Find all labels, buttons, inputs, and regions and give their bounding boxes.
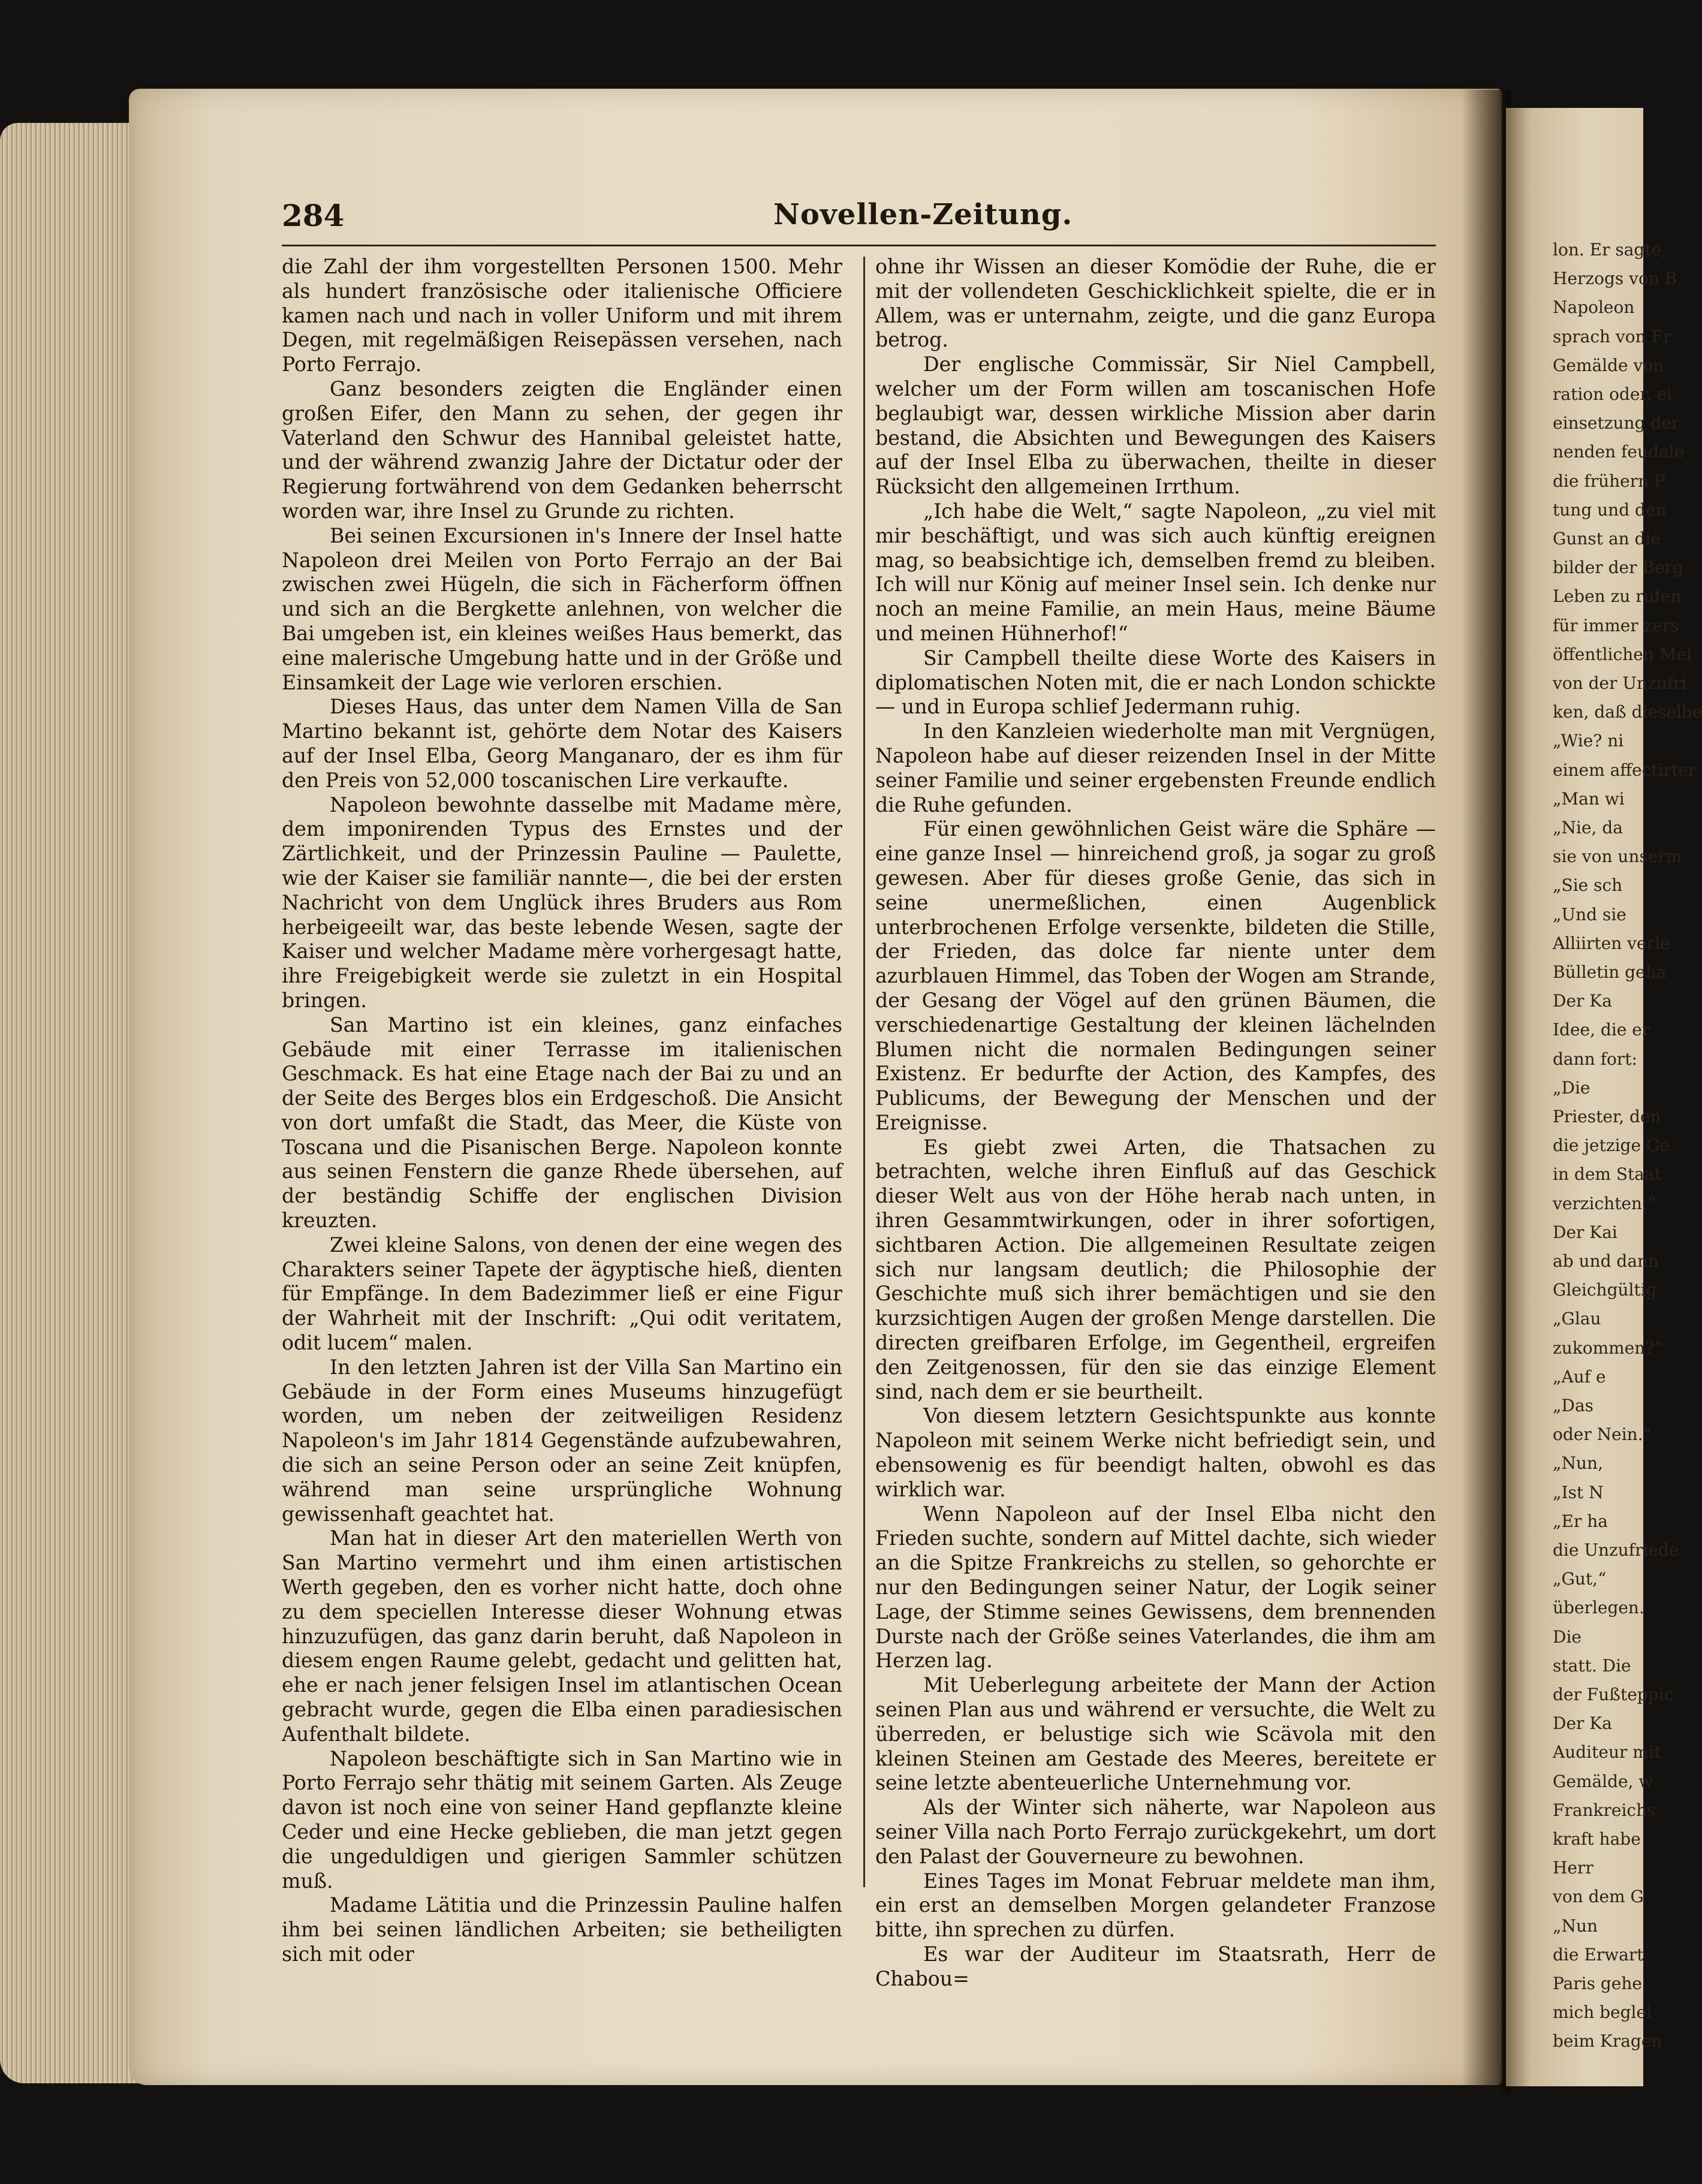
paragraph: ohne ihr Wissen an dieser Komödie der Ruhe, die er mit der vollendeten Geschicklichkeit spielte, die er in Allem, was er unternahm, zeigte, und die ganz Europa betrog. [875,255,1436,352]
adjacent-page-line: öffentlichen Mei [1553,644,1692,664]
adjacent-page-line: tung und den [1553,499,1667,520]
adjacent-page-line: statt. Die [1553,1655,1631,1676]
adjacent-page-line: für immer zers [1553,615,1679,635]
left-column [282,255,842,1967]
adjacent-page-line: Die [1553,1626,1581,1647]
adjacent-page-line: „Auf e [1553,1366,1606,1387]
adjacent-page-fragment [1506,108,1702,2086]
adjacent-page-line: Gleichgültig [1553,1280,1657,1300]
adjacent-page-line: oder Nein.“ [1553,1424,1652,1445]
adjacent-page-line: „Nun [1553,1915,1598,1936]
adjacent-page-line: Leben zu rufen [1553,586,1682,607]
adjacent-page-line: von dem G [1553,1887,1644,1907]
paragraph: Man hat in dieser Art den materiellen Werth von San Martino vermehrt und ihm einen artistischen Werth gegeben, den es vorher nicht hatte, doch ohne zu dem speciellen Interesse dieser Wohnung etwas hinzuzufügen, das ganz darin beruht, daß Napoleon in diesem engen Raume gelebt, gedacht und gelitten hat, ehe er nach jener felsigen Insel im atlantischen Ocean gebracht wurde, gegen die Elba einen paradiesischen Aufenthalt bildete. [282,1526,842,1746]
adjacent-page-line: „Gut,“ [1553,1569,1607,1589]
adjacent-page-line: einem affectirter [1553,760,1697,780]
paragraph: Als der Winter sich näherte, war Napoleon aus seiner Villa nach Porto Ferrajo zurückgekehrt, um dort den Palast der Gouverneure zu bewohnen. [875,1796,1436,1868]
adjacent-page-line: Idee, die er [1553,1020,1650,1040]
paragraph: Zwei kleine Salons, von denen der eine wegen des Charakters seiner Tapete der ägyptische hieß, dienten für Empfänge. In dem Badezimmer ließ er eine Figur der Wahrheit mit der Inschrift: „Qui odit veritatem, odit lucem“ malen. [282,1233,842,1355]
paragraph: In den Kanzleien wiederholte man mit Vergnügen, Napoleon habe auf dieser reizenden Insel in der Mitte seiner Familie und seiner ergebensten Freunde endlich die Ruhe gefunden. [875,719,1436,817]
adjacent-page-line: Priester, den [1553,1107,1661,1126]
adjacent-page-line: Gunst an die [1553,529,1661,549]
adjacent-page-line: mich beglei [1553,2002,1652,2023]
adjacent-page-line: lon. Er sagte, [1553,240,1667,260]
adjacent-page-line: der Fußteppic [1553,1685,1674,1704]
paragraph: Wenn Napoleon auf der Insel Elba nicht den Frieden suchte, sondern auf Mittel dachte, sich wieder an die Spitze Frankreichs zu stellen, so gehorchte er nur den Bedingungen seiner Natur, der Logik seiner Lage, der Stimme seines Gewissens, dem brennenden Durste nach der Größe seines Vaterlandes, die ihm am Herzen lag. [875,1502,1436,1673]
adjacent-page-line: sie von unserm [1553,847,1682,867]
adjacent-page-line: Gemälde, w [1553,1771,1653,1791]
adjacent-page-line: Alliirten verle [1553,933,1670,953]
paragraph: Napoleon beschäftigte sich in San Martino wie in Porto Ferrajo sehr thätig mit seinem Garten. Als Zeuge davon ist noch eine von seiner Hand gepflanzte kleine Ceder und eine Hecke geblieben, die man jetzt gegen die ungeduldigen und gierigen Sammler schützen muß. [282,1746,842,1893]
paragraph: In den letzten Jahren ist der Villa San Martino ein Gebäude in der Form eines Museums hinzugefügt worden, um neben der zeitweiligen Residenz Napoleon's im Jahr 1814 Gegenstände aufzubewahren, die sich an seine Person oder an seine Zeit knüpfen, während man seine ursprüngliche Wohnung gewissenhaft geachtet hat. [282,1355,842,1526]
adjacent-page-line: Bülletin geha [1553,962,1667,982]
adjacent-page-line: „Glau [1553,1309,1601,1329]
adjacent-page-line: die frühern P [1553,471,1665,491]
paragraph: Bei seinen Excursionen in's Innere der Insel hatte Napoleon drei Meilen von Porto Ferrajo an der Bai zwischen zwei Hügeln, die sich in Fächerform öffnen und sich an die Bergkette anlehnen, von welcher die Bai umgeben ist, ein kleines weißes Haus bemerkt, das eine malerische Umgebung hatte und in der Größe und Einsamkeit der Lage wie verloren erschien. [282,523,842,694]
adjacent-page-line: überlegen. [1553,1598,1644,1618]
paragraph: Sir Campbell theilte diese Worte des Kaisers in diplomatischen Noten mit, die er nach London schickte — und in Europa schlief Jedermann ruhig. [875,646,1436,719]
adjacent-page-line: die Unzufriede [1553,1540,1679,1560]
adjacent-page-line: „Ist N [1553,1482,1604,1502]
right-column [875,255,1436,1992]
adjacent-page-line: bilder der Berg [1553,558,1683,578]
paragraph: Eines Tages im Monat Februar meldete man ihm, ein erst an demselben Morgen gelandeter Franzose bitte, ihn sprechen zu dürfen. [875,1869,1436,1942]
adjacent-page-line: „Sie sch [1553,875,1623,896]
adjacent-page-line: Gemälde von [1553,355,1664,375]
adjacent-page-line: Der Kai [1553,1222,1617,1242]
paragraph: Es war der Auditeur im Staatsrath, Herr de Chabou= [875,1942,1436,1990]
adjacent-page-line: Herr [1553,1858,1593,1878]
paragraph: „Ich habe die Welt,“ sagte Napoleon, „zu viel mit mir beschäftigt, und was sich auch künftig ereignen mag, so beabsichtige ich, demselben fremd zu bleiben. Ich will nur König auf meiner Insel sein. Ich denke nur noch an meine Familie, an mein Haus, meine Bäume und meinen Hühnerhof!“ [875,499,1436,645]
adjacent-page-line: von der Unzufri [1553,673,1687,693]
adjacent-page-line: die jetzige Ge [1553,1135,1670,1156]
paragraph: Der englische Commissär, Sir Niel Campbell, welcher um der Form willen am toscanischen Hofe beglaubigt war, dessen wirkliche Mission aber darin bestand, die Absichten und Bewegungen des Kaisers auf der Insel Elba zu überwachen, theilte in dieser Rücksicht den allgemeinen Irrthum. [875,353,1436,499]
paragraph: Es giebt zwei Arten, die Thatsachen zu betrachten, welche ihren Einfluß auf das Geschick dieser Welt aus von der Höhe herab nach unten, in ihren Gesammtwirkungen, oder in ihrer sofortigen, sichtbaren Action. Die allgemeinen Resultate zeigen sich nur langsam deutlich; die Philosophie der Geschichte muß sich ihrer bemächtigen und sie den kurzsichtigen Augen der großen Menge darstellen. Die directen greifbaren Erfolge, im Gegentheil, ergreifen den Zeitgenossen, für den sie das einzige Element sind, nach dem er sie beurtheilt. [875,1135,1436,1403]
page-edge-stack [0,123,144,2083]
adjacent-page-line: „Nie, da [1553,818,1623,838]
paragraph: die Zahl der ihm vorgestellten Personen 1500. Mehr als hundert französische oder italienische Officiere kamen nach und nach in voller Uniform und mit ihrem Degen, mit regelmäßigen Reisepässen versehen, nach Porto Ferrajo. [282,255,842,376]
adjacent-page-line: einsetzung der [1553,413,1680,433]
adjacent-page-line: „Nun, [1553,1453,1603,1474]
adjacent-page-line: ab und dann [1553,1251,1659,1271]
adjacent-page-line: Der Ka [1553,991,1612,1011]
adjacent-page-line: „Er ha [1553,1511,1608,1531]
adjacent-page-line: ken, daß dieselbe [1553,702,1702,722]
paragraph: Mit Ueberlegung arbeitete der Mann der Action seinen Plan aus und während er versuchte, die Welt zu überreden, er belustige sich wie Scävola mit den kleinen Steinen am Gestade des Meeres, bereitete er seine letzte abenteuerliche Unternehmung vor. [875,1673,1436,1795]
adjacent-page-line: Paris gehe [1553,1974,1642,1993]
gutter-shadow [1463,90,1511,2092]
adjacent-page-line: kraft habe [1553,1829,1641,1849]
paragraph: Napoleon bewohnte dasselbe mit Madame mère, dem imponirenden Typus des Ernstes und der Zärtlichkeit, und der Prinzessin Pauline — Paulette, wie der Kaiser sie familiär nannte—, die bei der ersten Nachricht von dem Unglück ihres Bruders aus Rom herbeigeeilt war, das beste lebende Wesen, sagte der Kaiser und welcher Madame mère vorhergesagt hatte, ihre Freigebigkeit werde sie zuletzt in ein Hospital bringen. [282,793,842,1012]
adjacent-page-line: beim Kragen [1553,2031,1662,2052]
paragraph: San Martino ist ein kleines, ganz einfaches Gebäude mit einer Terrasse im italienischen Geschmack. Es hat eine Etage nach der Bai zu und an der Seite des Berges blos ein Erdgeschoß. Die Ansicht von dort umfaßt die Stadt, das Meer, die Küste von Toscana und die Pisanischen Berge. Napoleon konnte aus seinen Fenstern die ganze Rhede übersehen, auf der beständig Schiffe der englischen Division kreuzten. [282,1013,842,1233]
paragraph: Dieses Haus, das unter dem Namen Villa de San Martino bekannt ist, gehörte dem Notar des Kaisers auf der Insel Elba, Georg Manganaro, der es ihm für den Preis von 52,000 toscanischen Lire verkaufte. [282,695,842,792]
adjacent-page-line: „Das [1553,1396,1594,1415]
adjacent-page-line: in dem Staat [1553,1164,1661,1185]
adjacent-page-line: „Die [1553,1077,1590,1098]
adjacent-page-line: Der Ka [1553,1713,1612,1734]
adjacent-page-line: „Man wi [1553,788,1625,809]
column-divider [863,257,865,1887]
adjacent-page-line: Napoleon [1553,297,1635,318]
adjacent-page-line: zukommen?“ [1553,1337,1663,1358]
adjacent-page-line: ration oder, ei [1553,384,1673,404]
adjacent-page-line: „Wie? ni [1553,731,1624,751]
paragraph: Von diesem letztern Gesichtspunkte aus konnte Napoleon mit seinem Werke nicht befriedigt sein, und ebensowenig es für beendigt halten, obwohl es das wirklich war. [875,1404,1436,1501]
adjacent-page-line: verzichten.“ [1553,1193,1656,1213]
paragraph: Für einen gewöhnlichen Geist wäre die Sphäre — eine ganze Insel — hinreichend groß, ja sogar zu groß gewesen. Aber für dieses große Genie, das sich in seine unermeßlichen, einen Augenblick unterbrochenen Erfolge versenkte, bildeten die Stille, der Frieden, das dolce far niente unter dem azurblauen Himmel, das Toben der Wogen am Strande, der Gesang der Vögel auf den grünen Bäumen, die verschiedenartige Gestaltung der kleinen lächelnden Blumen nicht die normalen Bedingungen seiner Existenz. Er bedurfte der Action, des Kampfes, des Publicums, der Bewegung der Menschen und der Ereignisse. [875,817,1436,1134]
adjacent-page-line: Auditeur mit [1553,1742,1661,1763]
page-number: 284 [282,198,345,233]
page-header [282,198,1436,234]
running-title: Novellen-Zeitung. [773,198,1073,231]
adjacent-page-line: dann fort: [1553,1049,1637,1069]
paragraph: Madame Lätitia und die Prinzessin Pauline halfen ihm bei seinen ländlichen Arbeiten; sie betheiligten sich mit oder [282,1893,842,1966]
adjacent-page-line: die Erwart [1553,1944,1644,1965]
adjacent-page-line: sprach von Fr [1553,326,1671,347]
paragraph: Ganz besonders zeigten die Engländer einen großen Eifer, den Mann zu sehen, der gegen ihr Vaterland den Schwur des Hannibal geleistet hatte, und der während zwanzig Jahre der Dictatur oder der Regierung fortwährend von dem Gedanken beherrscht worden war, ihre Insel zu Grunde zu richten. [282,376,842,523]
adjacent-page-line: Herzogs von B [1553,269,1677,289]
adjacent-page-line: „Und sie [1553,904,1626,924]
header-rule [282,245,1436,246]
adjacent-page-line: Frankreichs [1553,1800,1656,1820]
adjacent-page-line: nenden feudale [1553,442,1685,462]
